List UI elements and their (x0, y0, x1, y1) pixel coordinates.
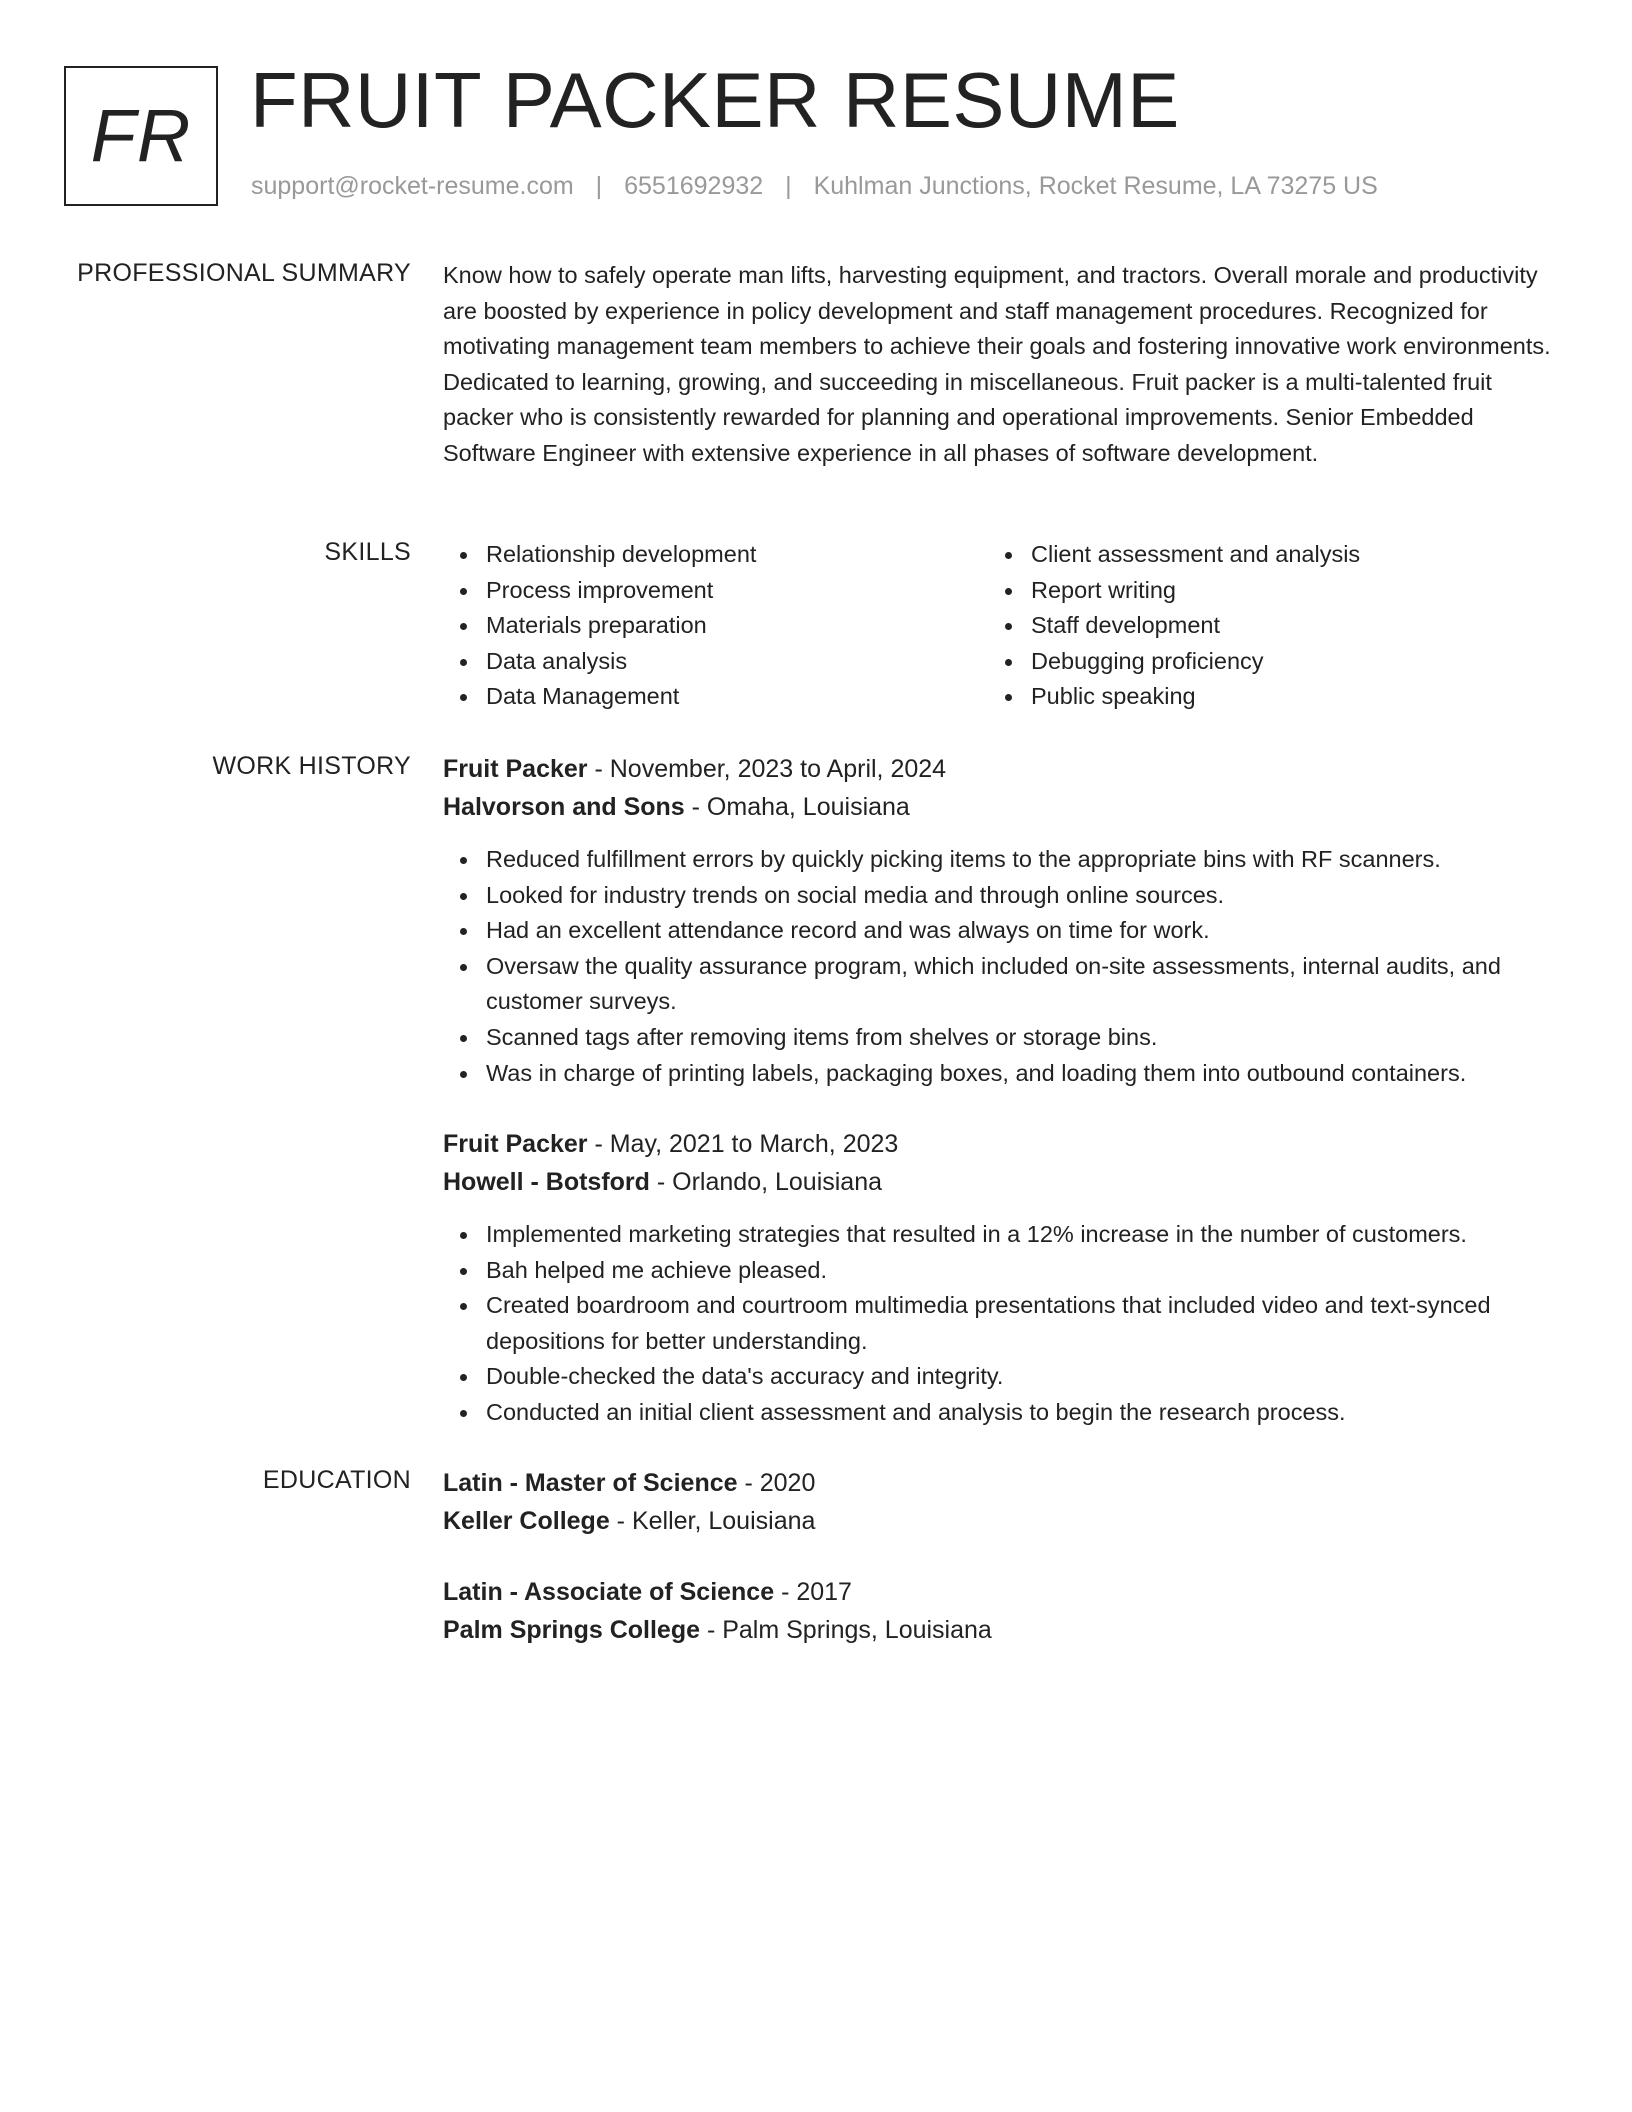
skill-item: Data analysis (443, 644, 988, 680)
job-duties-list (443, 842, 1553, 1091)
contact-separator: | (785, 172, 792, 200)
education-entry (443, 1464, 1553, 1540)
contact-line (251, 172, 1378, 201)
skill-item: Data Management (443, 679, 988, 715)
job-title: Fruit Packer (443, 1130, 588, 1158)
skills-list-right (988, 537, 1533, 715)
job-location: - Omaha, Louisiana (684, 793, 910, 821)
job-duty-item: Conducted an initial client assessment and analysis to begin the research process. (443, 1395, 1553, 1431)
monogram-box (64, 66, 218, 206)
job-entry (443, 1125, 1553, 1431)
job-title-line (443, 750, 1553, 788)
job-dates: - May, 2021 to March, 2023 (587, 1130, 899, 1158)
skill-item: Public speaking (988, 679, 1533, 715)
job-duty-item: Bah helped me achieve pleased. (443, 1253, 1553, 1289)
skills-body (443, 537, 1553, 715)
job-dates: - November, 2023 to April, 2024 (587, 755, 947, 783)
job-duty-item: Had an excellent attendance record and was always on time for work. (443, 913, 1553, 949)
education-year: - 2017 (774, 1578, 852, 1606)
summary-body (443, 258, 1553, 472)
job-duty-item: Reduced fulfillment errors by quickly picking items to the appropriate bins with RF scanners. (443, 842, 1553, 878)
job-title-line (443, 1125, 1553, 1163)
work-history-heading: WORK HISTORY (212, 752, 411, 780)
resume-title: FRUIT PACKER RESUME (250, 56, 1180, 144)
work-history-body (443, 750, 1553, 1425)
job-duty-item: Created boardroom and courtroom multimedia presentations that included video and text-synced depositions for better understanding. (443, 1288, 1553, 1359)
contact-email[interactable]: support@rocket-resume.com (251, 172, 574, 200)
education-school-line (443, 1502, 1553, 1540)
job-title: Fruit Packer (443, 755, 588, 783)
education-degree: Latin - Associate of Science (443, 1578, 775, 1606)
skills-heading: SKILLS (324, 538, 411, 566)
skill-item: Process improvement (443, 573, 988, 609)
education-degree-line (443, 1464, 1553, 1502)
skills-grid (443, 537, 1553, 715)
summary-text: Know how to safely operate man lifts, harvesting equipment, and tractors. Overall morale and productivity are boosted by experience in policy development and staff management procedures. Recognized for motivating management team members to achieve their goals and fostering innovative work environments. Dedicated to learning, growing, and succeeding in miscellaneous. Fruit packer is a multi-talented fruit packer who is consistently rewarded for planning and operational improvements. Senior Embedded Software Engineer with extensive experience in all phases of software development. (443, 262, 1551, 466)
education-entry (443, 1573, 992, 1649)
job-duty-item: Oversaw the quality assurance program, which included on-site assessments, internal audits, and customer surveys. (443, 949, 1553, 1020)
job-company-line (443, 1163, 1553, 1201)
job-duty-item: Was in charge of printing labels, packaging boxes, and loading them into outbound containers. (443, 1056, 1553, 1092)
skills-list-left (443, 537, 988, 715)
education-degree: Latin - Master of Science (443, 1469, 738, 1497)
job-company-line (443, 788, 1553, 826)
skill-item: Staff development (988, 608, 1533, 644)
contact-phone[interactable]: 6551692932 (624, 172, 764, 200)
job-duty-item: Double-checked the data's accuracy and integrity. (443, 1359, 1553, 1395)
education-location: - Keller, Louisiana (609, 1507, 816, 1535)
summary-heading: PROFESSIONAL SUMMARY (77, 259, 411, 287)
job-entry (443, 750, 1553, 1091)
education-school-line (443, 1611, 992, 1649)
job-duty-item: Scanned tags after removing items from shelves or storage bins. (443, 1020, 1553, 1056)
education-location: - Palm Springs, Louisiana (700, 1616, 992, 1644)
education-school: Keller College (443, 1507, 610, 1535)
skill-item: Client assessment and analysis (988, 537, 1533, 573)
skill-item: Relationship development (443, 537, 988, 573)
job-duty-item: Implemented marketing strategies that resulted in a 12% increase in the number of customers. (443, 1217, 1553, 1253)
education-school: Palm Springs College (443, 1616, 701, 1644)
skill-item: Debugging proficiency (988, 644, 1533, 680)
job-duty-item: Looked for industry trends on social media and through online sources. (443, 878, 1553, 914)
job-company: Halvorson and Sons (443, 793, 685, 821)
education-degree-line (443, 1573, 992, 1611)
education-year: - 2020 (737, 1469, 816, 1497)
job-location: - Orlando, Louisiana (649, 1168, 883, 1196)
education-heading: EDUCATION (262, 1466, 411, 1494)
job-company: Howell - Botsford (443, 1168, 650, 1196)
skill-item: Materials preparation (443, 608, 988, 644)
job-duties-list (443, 1217, 1553, 1431)
skill-item: Report writing (988, 573, 1533, 609)
education-body (443, 1464, 1553, 1644)
contact-address: Kuhlman Junctions, Rocket Resume, LA 73275 US (813, 172, 1378, 200)
contact-separator: | (595, 172, 603, 200)
monogram-initials: FR (90, 94, 192, 177)
